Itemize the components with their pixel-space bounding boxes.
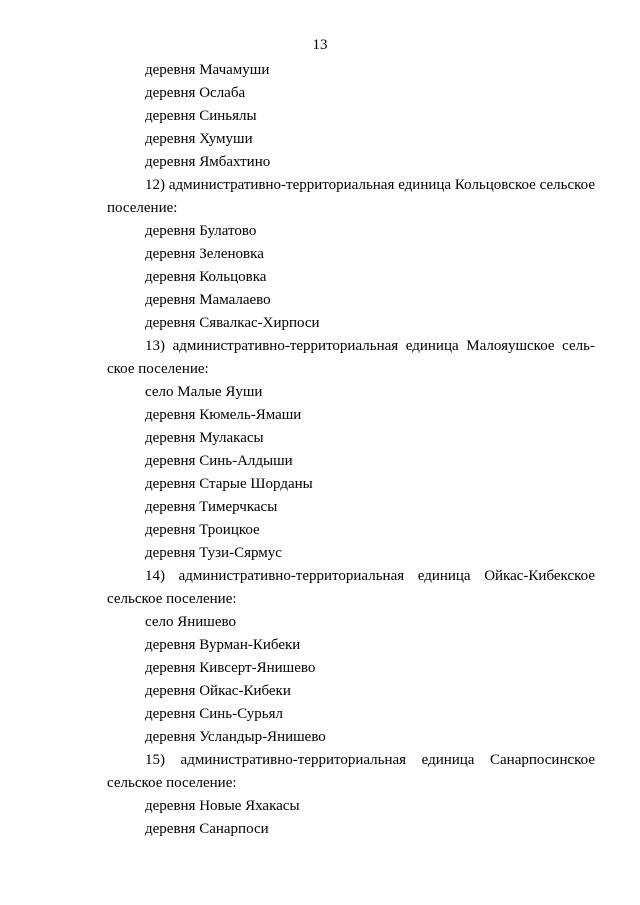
settlement-item: деревня Кольцовка bbox=[145, 269, 267, 285]
settlement-item: деревня Синь-Алдыши bbox=[145, 453, 293, 469]
settlement-item: деревня Тузи-Сярмус bbox=[145, 545, 282, 561]
settlement-item: деревня Сявалкас-Хирпоси bbox=[145, 315, 320, 331]
settlement-item: деревня Синьялы bbox=[145, 108, 257, 124]
settlement-item: село Малые Яуши bbox=[145, 384, 263, 400]
municipality-heading: 12) административно-территориальная единица Кольцовское сельское поселение: bbox=[107, 177, 595, 216]
settlement-item: деревня Новые Яхакасы bbox=[145, 798, 300, 814]
settlement-list bbox=[107, 59, 595, 841]
settlement-item: деревня Синь-Сурьял bbox=[145, 706, 283, 722]
settlement-item: деревня Ослаба bbox=[145, 85, 246, 101]
settlement-item: деревня Вурман-Кибеки bbox=[145, 637, 301, 653]
municipality-heading: 13) административно-территориальная единица Малояушское сельское поселение: bbox=[107, 338, 595, 377]
settlement-item: деревня Мамалаево bbox=[145, 292, 271, 308]
municipality-heading: 15) административно-территориальная единица Санарпосинское сельское поселение: bbox=[107, 752, 595, 791]
settlement-item: деревня Санарпоси bbox=[145, 821, 269, 837]
municipality-heading: 14) административно-территориальная единица Ойкас-Кибекское сельское поселение: bbox=[107, 568, 595, 607]
settlement-item: деревня Ямбахтино bbox=[145, 154, 271, 170]
settlement-item: село Янишево bbox=[145, 614, 236, 630]
settlement-item: деревня Кюмель-Ямаши bbox=[145, 407, 302, 423]
settlement-item: деревня Тимерчкасы bbox=[145, 499, 278, 515]
settlement-item: деревня Троицкое bbox=[145, 522, 260, 538]
settlement-item: деревня Старые Шорданы bbox=[145, 476, 313, 492]
settlement-item: деревня Мачамуши bbox=[145, 62, 270, 78]
settlement-item: деревня Кивсерт-Янишево bbox=[145, 660, 316, 676]
settlement-item: деревня Хумуши bbox=[145, 131, 253, 147]
page-number: 13 bbox=[312, 37, 328, 53]
settlement-item: деревня Усландыр-Янишево bbox=[145, 729, 326, 745]
settlement-item: деревня Булатово bbox=[145, 223, 257, 239]
settlement-item: деревня Ойкас-Кибеки bbox=[145, 683, 291, 699]
settlement-item: деревня Мулакасы bbox=[145, 430, 264, 446]
settlement-item: деревня Зеленовка bbox=[145, 246, 264, 262]
